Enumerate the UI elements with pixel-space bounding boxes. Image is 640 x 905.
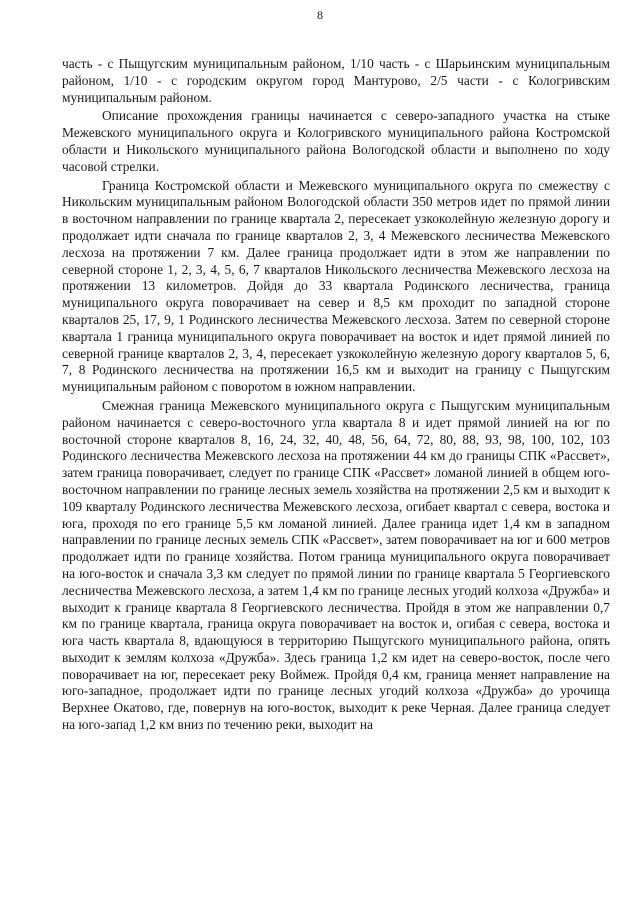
paragraph-continuation: часть - с Пыщугским муниципальным районом, 1/10 часть - с Шарьинским муниципальным районом, 1/10 - с городским округом город Мантурово, 2/5 части - с Кологривским муниципальным районом.: [62, 56, 610, 105]
paragraph-boundary-description-intro: Описание прохождения границы начинается с северо-западного участка на стыке Межевского муниципального округа и Кологривского муниципального района Костромской области и Никольского муниципального района Вологодской области и выполнено по ходу часовой стрелки.: [62, 108, 610, 174]
page-number: 8: [317, 8, 323, 22]
document-body: [62, 56, 610, 736]
paragraph-nikolsky-boundary: Граница Костромской области и Межевского муниципального округа по смежеству с Никольским муниципальным районом Вологодской области 350 метров идет по прямой линии в восточном направлении по границе квартала 2, пересекает узкоколейную железную дорогу и продолжает идти сначала по границе кварталов 2, 3, 4 Межевского лесничества Межевского лесхоза на протяжении 7 км. Далее граница продолжает идти в этом же направлении по северной стороне 1, 2, 3, 4, 5, 6, 7 кварталов Никольского лесничества Межевского лесхоза на протяжении 13 километров. Дойдя до 33 квартала Родинского лесничества, граница муниципального округа поворачивает на север и 8,5 км проходит по западной стороне кварталов 25, 17, 9, 1 Родинского лесничества Межевского лесхоза. Затем по северной стороне квартала 1 граница муниципального округа поворачивает на восток и идет прямой линией по северной границе кварталов 2, 3, 4, пересекает узкоколейную железную дорогу кварталов 5, 6, 7, 8 Родинского лесничества на протяжении 16,5 км и выходит на границу с Пыщугским муниципальным районом с поворотом в южном направлении.: [62, 177, 610, 395]
paragraph-pyshchug-boundary: Смежная граница Межевского муниципального округа с Пыщугским муниципальным районом начинается с северо-восточного угла квартала 8 и идет прямой линией на юг по восточной стороне кварталов 8, 16, 24, 32, 40, 48, 56, 64, 72, 80, 88, 93, 98, 100, 102, 103 Родинского лесничества Межевского лесхоза на протяжении 44 км до границы СПК «Рассвет», затем граница поворачивает, следует по границе СПК «Рассвет» ломаной линией в общем юго-восточном направлении по границе лесных земель хозяйства на протяжении 2,5 км и выходит к 109 кварталу Родинского лесничества Межевского лесхоза, огибает квартал с севера, востока и юга, проходя по его границе 5,5 км ломаной линией. Далее граница идет 1,4 км в западном направлении по границе лесных земель СПК «Рассвет», затем поворачивает на юг и 600 метров продолжает идти по границе хозяйства. Потом граница муниципального округа поворачивает на юго-восток и сначала 3,3 км следует по прямой линии по границе квартала 5 Георгиевского лесничества Межевского лесхоза, а затем 1,4 км по границе лесных угодий колхоза «Дружба» и выходит к границе квартала 8 Георгиевского лесничества. Пройдя в этом же направлении 0,7 км по границе квартала, граница округа поворачивает на восток и, огибая с севера, востока и юга часть квартала 8, вдающуюся в территорию Пыщугского муниципального района, опять выходит к землям колхоза «Дружба». Здесь граница 1,2 км идет на северо-восток, после чего поворачивает на юг, пересекает реку Воймеж. Пройдя 0,4 км, граница меняет направление на юго-западное, продолжает идти по границе лесных угодий колхоза «Дружба» до урочища Верхнее Окатово, где, повернув на юго-восток, выходит к реке Черная. Далее граница следует на юго-запад 1,2 км вниз по течению реки, выходит на: [62, 397, 610, 733]
